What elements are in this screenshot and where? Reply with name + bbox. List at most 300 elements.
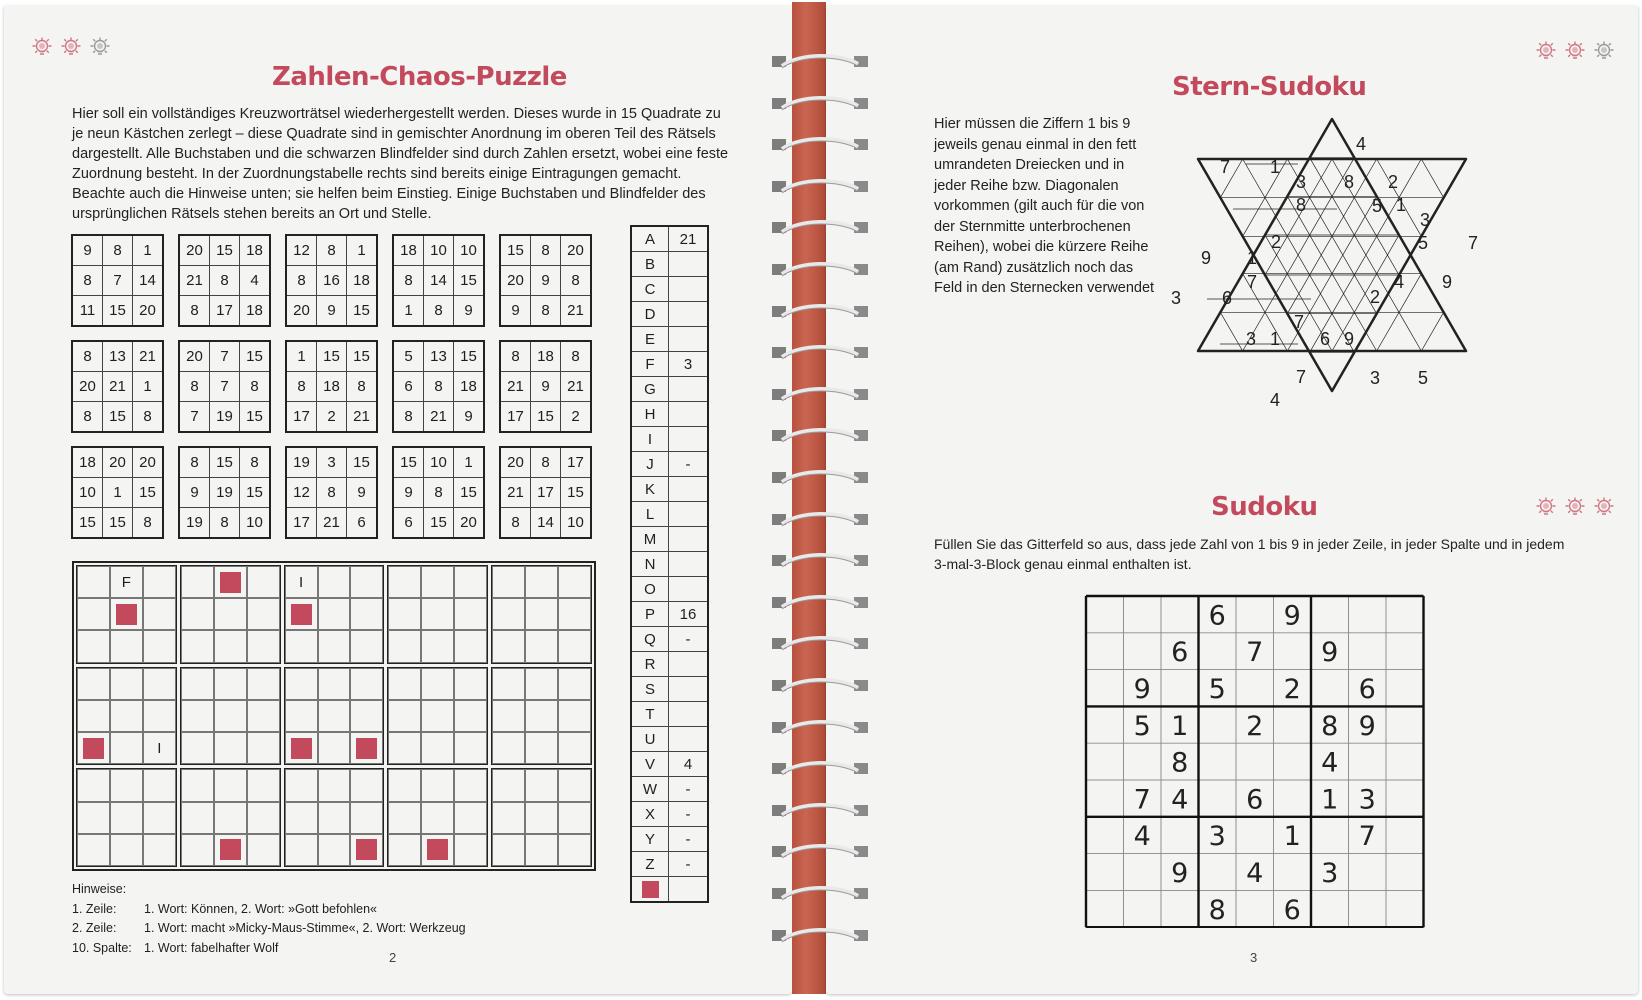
number-cell: 17 <box>531 478 561 508</box>
crossword-cell[interactable] <box>247 834 280 866</box>
star-number: 4 <box>1269 390 1281 410</box>
sudoku-cell[interactable] <box>1386 854 1424 891</box>
number-cell: 21 <box>179 266 210 296</box>
crossword-cell[interactable] <box>525 769 558 801</box>
crossword-cell[interactable] <box>285 668 318 700</box>
sudoku-digit: 3 <box>1358 784 1376 816</box>
crossword-cell[interactable] <box>421 668 454 700</box>
sudoku-cell[interactable] <box>1349 743 1387 780</box>
text-line: dargestellt. Alle Buchstaben und die schwarzen Blindfelder sind durch Zahlen ersetzt, wobei eine feste <box>72 146 729 162</box>
crossword-cell[interactable] <box>214 598 247 630</box>
crossword-cell[interactable] <box>492 700 525 732</box>
crossword-cell[interactable] <box>181 700 214 732</box>
sudoku-cell[interactable] <box>1161 890 1199 927</box>
sudoku-cell[interactable] <box>1386 890 1424 927</box>
number-square <box>285 234 378 327</box>
number-cell: 8 <box>286 372 317 402</box>
star-number: 3 <box>1295 172 1307 192</box>
crossword-black-cell[interactable] <box>350 834 383 866</box>
crossword-cell[interactable] <box>214 700 247 732</box>
crossword-cell[interactable] <box>421 769 454 801</box>
crossword-cell[interactable] <box>285 769 318 801</box>
number-cell: 12 <box>286 235 317 266</box>
crossword-cell[interactable] <box>350 700 383 732</box>
crossword-cell[interactable] <box>214 802 247 834</box>
crossword-cell[interactable] <box>247 732 280 764</box>
crossword-cell[interactable] <box>110 630 143 662</box>
sudoku-title: Sudoku <box>1211 492 1318 522</box>
crossword-cell[interactable] <box>247 598 280 630</box>
sudoku-cell[interactable] <box>1386 817 1424 854</box>
spiral-ring <box>770 842 870 862</box>
key-value[interactable] <box>669 327 709 352</box>
sudoku-cell[interactable] <box>1311 890 1349 927</box>
crossword-cell[interactable] <box>247 802 280 834</box>
crossword-black-cell[interactable] <box>214 834 247 866</box>
crossword-cell[interactable] <box>558 668 591 700</box>
crossword-cell[interactable] <box>388 630 421 662</box>
sudoku-cell[interactable] <box>1199 780 1237 817</box>
number-cell: 20 <box>72 372 103 402</box>
crossword-cell[interactable] <box>143 834 176 866</box>
crossword-cell[interactable] <box>388 769 421 801</box>
crossword-cell[interactable] <box>492 802 525 834</box>
key-value[interactable]: - <box>669 852 709 877</box>
crossword-cell[interactable] <box>143 802 176 834</box>
number-cell: 19 <box>210 478 240 508</box>
crossword-cell[interactable] <box>318 700 351 732</box>
number-cell: 9 <box>531 372 561 402</box>
crossword-cell[interactable] <box>285 700 318 732</box>
key-value[interactable] <box>669 577 709 602</box>
sudoku-cell[interactable] <box>1199 854 1237 891</box>
crossword-cell[interactable] <box>454 598 487 630</box>
crossword-black-cell[interactable] <box>350 732 383 764</box>
crossword-cell[interactable] <box>492 566 525 598</box>
number-cell: 21 <box>500 478 531 508</box>
crossword-cell[interactable] <box>492 834 525 866</box>
crossword-block <box>180 667 281 766</box>
crossword-cell[interactable] <box>318 630 351 662</box>
crossword-cell[interactable] <box>350 630 383 662</box>
crossword-cell[interactable] <box>388 802 421 834</box>
spiral-ring <box>770 177 870 197</box>
sudoku-cell[interactable] <box>1386 780 1424 817</box>
crossword-cell[interactable] <box>350 598 383 630</box>
crossword-black-cell[interactable] <box>110 598 143 630</box>
text-line: jeder Reihe bzw. Diagonalen <box>934 177 1119 194</box>
crossword-cell[interactable] <box>181 802 214 834</box>
key-value[interactable] <box>669 302 709 327</box>
key-value[interactable]: 21 <box>669 226 709 252</box>
crossword-cell[interactable] <box>421 732 454 764</box>
key-letter: Z <box>631 852 669 877</box>
crossword-cell[interactable] <box>558 598 591 630</box>
sudoku-cell[interactable] <box>1086 670 1124 707</box>
crossword-cell[interactable] <box>318 732 351 764</box>
key-value[interactable]: 3 <box>669 352 709 377</box>
crossword-cell[interactable] <box>181 834 214 866</box>
crossword-cell[interactable] <box>77 598 110 630</box>
number-cell: 16 <box>317 266 347 296</box>
crossword-cell[interactable] <box>421 630 454 662</box>
crossword-cell[interactable] <box>285 802 318 834</box>
sudoku-digit: 1 <box>1321 784 1339 816</box>
key-letter: X <box>631 802 669 827</box>
crossword-cell[interactable] <box>421 802 454 834</box>
crossword-cell[interactable] <box>143 700 176 732</box>
sudoku-cell[interactable] <box>1086 706 1124 743</box>
spiral-ring <box>770 426 870 446</box>
crossword-cell[interactable] <box>214 732 247 764</box>
sudoku-cell[interactable] <box>1236 670 1274 707</box>
crossword-cell[interactable] <box>421 700 454 732</box>
number-cell: 15 <box>347 296 378 327</box>
crossword-cell[interactable] <box>181 769 214 801</box>
key-value[interactable]: 16 <box>669 602 709 627</box>
crossword-cell[interactable] <box>492 769 525 801</box>
sudoku-grid <box>1084 594 1428 928</box>
crossword-cell[interactable] <box>350 802 383 834</box>
sudoku-cell[interactable] <box>1124 596 1162 633</box>
crossword-cell[interactable] <box>454 566 487 598</box>
crossword-cell[interactable] <box>181 598 214 630</box>
sudoku-cell[interactable] <box>1124 854 1162 891</box>
key-value[interactable]: - <box>669 802 709 827</box>
crossword-cell[interactable] <box>143 769 176 801</box>
number-cell: 1 <box>133 372 164 402</box>
key-row <box>631 802 708 827</box>
difficulty-rating <box>1534 40 1616 68</box>
key-table <box>630 225 709 903</box>
star-number: 8 <box>1343 172 1355 192</box>
number-cell: 15 <box>424 508 454 539</box>
crossword-cell[interactable] <box>110 668 143 700</box>
crossword-cell[interactable] <box>350 566 383 598</box>
crossword-cell[interactable] <box>388 598 421 630</box>
number-cell: 8 <box>179 372 210 402</box>
crossword-cell[interactable] <box>181 566 214 598</box>
sudoku-digit: 5 <box>1133 710 1151 742</box>
number-cell: 18 <box>393 235 424 266</box>
sudoku-cell[interactable] <box>1124 633 1162 670</box>
sudoku-cell[interactable] <box>1274 706 1312 743</box>
key-value[interactable] <box>669 527 709 552</box>
crossword-cell[interactable] <box>318 566 351 598</box>
crossword-cell[interactable] <box>454 802 487 834</box>
star-number: 1 <box>1269 329 1281 349</box>
crossword-cell[interactable] <box>454 668 487 700</box>
sudoku-cell[interactable] <box>1199 743 1237 780</box>
lightbulb-icon <box>1563 40 1587 68</box>
crossword-cell[interactable] <box>181 732 214 764</box>
sudoku-cell[interactable] <box>1086 633 1124 670</box>
key-row <box>631 252 708 277</box>
crossword-cell[interactable] <box>318 802 351 834</box>
number-cell: 2 <box>561 402 592 433</box>
number-cell: 8 <box>210 266 240 296</box>
sudoku-cell[interactable] <box>1236 596 1274 633</box>
crossword-block <box>284 768 385 867</box>
sudoku-cell[interactable] <box>1274 633 1312 670</box>
key-value[interactable] <box>669 477 709 502</box>
crossword-cell[interactable] <box>181 630 214 662</box>
crossword-cell[interactable] <box>318 834 351 866</box>
key-value[interactable]: - <box>669 627 709 652</box>
number-square <box>499 340 592 433</box>
crossword-block <box>180 768 281 867</box>
star-number: 5 <box>1417 233 1429 253</box>
text-line: Reihen), wobei die kürzere Reihe <box>934 239 1149 255</box>
crossword-cell[interactable] <box>110 834 143 866</box>
sudoku-digit: 7 <box>1358 821 1376 853</box>
crossword-cell[interactable] <box>285 834 318 866</box>
sudoku-cell[interactable] <box>1086 780 1124 817</box>
crossword-cell[interactable] <box>247 630 280 662</box>
difficulty-rating <box>1534 496 1616 524</box>
crossword-cell[interactable] <box>388 700 421 732</box>
key-letter: H <box>631 402 669 427</box>
star-grid-line <box>1310 158 1422 351</box>
spiral-ring <box>770 343 870 363</box>
key-letter: L <box>631 502 669 527</box>
crossword-cell[interactable] <box>454 700 487 732</box>
crossword-cell[interactable] <box>525 700 558 732</box>
crossword-black-cell[interactable] <box>77 732 110 764</box>
sudoku-cell[interactable] <box>1124 743 1162 780</box>
number-square <box>71 234 164 327</box>
crossword-cell[interactable] <box>143 598 176 630</box>
key-value[interactable] <box>669 427 709 452</box>
key-letter: N <box>631 552 669 577</box>
number-cell: 15 <box>500 235 531 266</box>
number-cell: 7 <box>210 341 240 372</box>
crossword-cell[interactable] <box>558 732 591 764</box>
crossword-cell[interactable] <box>492 668 525 700</box>
crossword-cell[interactable] <box>388 668 421 700</box>
crossword-cell[interactable] <box>350 769 383 801</box>
sudoku-cell[interactable] <box>1349 596 1387 633</box>
sudoku-cell[interactable] <box>1086 817 1124 854</box>
sudoku-cell[interactable] <box>1349 890 1387 927</box>
key-row <box>631 752 708 777</box>
crossword-cell[interactable] <box>558 769 591 801</box>
sudoku-cell[interactable] <box>1236 817 1274 854</box>
crossword-cell[interactable] <box>247 700 280 732</box>
number-square <box>392 340 485 433</box>
crossword-cell[interactable] <box>110 769 143 801</box>
number-cell: 6 <box>347 508 378 539</box>
key-letter: P <box>631 602 669 627</box>
crossword-cell[interactable] <box>525 668 558 700</box>
crossword-cell[interactable]: I <box>143 732 176 764</box>
crossword-cell[interactable] <box>558 802 591 834</box>
crossword-cell[interactable] <box>77 700 110 732</box>
sudoku-cell[interactable] <box>1086 854 1124 891</box>
lightbulb-icon <box>1534 40 1558 68</box>
sudoku-cell[interactable] <box>1349 854 1387 891</box>
crossword-cell[interactable] <box>525 598 558 630</box>
sudoku-digit: 6 <box>1208 600 1226 632</box>
number-cell: 9 <box>454 402 485 433</box>
lightbulb-icon <box>1563 496 1587 524</box>
sudoku-cell[interactable] <box>1311 817 1349 854</box>
key-value[interactable] <box>669 702 709 727</box>
crossword-cell[interactable] <box>77 668 110 700</box>
sudoku-digit: 6 <box>1283 894 1301 926</box>
crossword-cell[interactable] <box>77 769 110 801</box>
crossword-cell[interactable] <box>143 630 176 662</box>
sudoku-cell[interactable] <box>1161 670 1199 707</box>
key-row <box>631 702 708 727</box>
spiral-ring <box>770 634 870 654</box>
key-letter: C <box>631 277 669 302</box>
crossword-cell[interactable] <box>318 668 351 700</box>
key-value[interactable]: - <box>669 452 709 477</box>
crossword-cell[interactable] <box>318 769 351 801</box>
sudoku-cell[interactable] <box>1349 633 1387 670</box>
crossword-cell[interactable] <box>110 732 143 764</box>
sudoku-cell[interactable] <box>1274 780 1312 817</box>
sudoku-cell[interactable] <box>1386 670 1424 707</box>
crossword-cell[interactable] <box>247 668 280 700</box>
crossword-cell[interactable] <box>421 566 454 598</box>
key-value[interactable] <box>669 727 709 752</box>
sudoku-cell[interactable] <box>1386 633 1424 670</box>
crossword-cell[interactable] <box>525 630 558 662</box>
crossword-cell[interactable] <box>77 630 110 662</box>
crossword-cell[interactable] <box>558 834 591 866</box>
crossword-cell[interactable] <box>558 566 591 598</box>
sudoku-cell[interactable] <box>1199 633 1237 670</box>
crossword-cell[interactable] <box>247 769 280 801</box>
spiral-ring <box>770 385 870 405</box>
crossword-cell[interactable]: I <box>285 566 318 598</box>
crossword-cell[interactable] <box>558 700 591 732</box>
crossword-cell[interactable] <box>388 732 421 764</box>
sudoku-cell[interactable] <box>1311 596 1349 633</box>
crossword-cell[interactable] <box>77 834 110 866</box>
key-value[interactable] <box>669 552 709 577</box>
crossword-cell[interactable] <box>525 732 558 764</box>
crossword-cell[interactable] <box>77 802 110 834</box>
crossword-cell[interactable] <box>454 769 487 801</box>
sudoku-cell[interactable] <box>1086 596 1124 633</box>
key-value[interactable]: - <box>669 777 709 802</box>
crossword-black-cell[interactable] <box>214 566 247 598</box>
key-value[interactable]: - <box>669 827 709 852</box>
crossword-black-cell[interactable] <box>421 834 454 866</box>
number-square <box>499 234 592 327</box>
key-row <box>631 477 708 502</box>
crossword-cell[interactable] <box>350 668 383 700</box>
crossword-cell[interactable]: F <box>110 566 143 598</box>
sudoku-cell[interactable] <box>1274 743 1312 780</box>
crossword-cell[interactable] <box>318 598 351 630</box>
key-row <box>631 277 708 302</box>
crossword-cell[interactable] <box>110 802 143 834</box>
key-value[interactable] <box>669 377 709 402</box>
crossword-cell[interactable] <box>525 834 558 866</box>
key-value[interactable] <box>669 677 709 702</box>
key-letter: M <box>631 527 669 552</box>
crossword-cell[interactable] <box>525 802 558 834</box>
crossword-cell[interactable] <box>454 834 487 866</box>
crossword-block <box>387 667 488 766</box>
sudoku-cell[interactable] <box>1086 890 1124 927</box>
crossword-cell[interactable] <box>492 630 525 662</box>
crossword-cell[interactable] <box>492 598 525 630</box>
sudoku-digit: 7 <box>1133 784 1151 816</box>
crossword-cell[interactable] <box>181 668 214 700</box>
crossword-black-cell[interactable] <box>285 732 318 764</box>
sudoku-cell[interactable] <box>1386 743 1424 780</box>
sudoku-cell[interactable] <box>1161 817 1199 854</box>
spiral-ring <box>770 260 870 280</box>
crossword-cell[interactable] <box>388 834 421 866</box>
sudoku-cell[interactable] <box>1086 743 1124 780</box>
key-value[interactable] <box>669 502 709 527</box>
crossword-cell[interactable] <box>143 668 176 700</box>
crossword-cell[interactable] <box>247 566 280 598</box>
crossword-cell[interactable] <box>214 668 247 700</box>
sudoku-cell[interactable] <box>1386 596 1424 633</box>
key-value[interactable] <box>669 877 709 903</box>
text-line: je neun Kästchen zerlegt – diese Quadrate sind in gemischter Anordnung im oberen Teil des Rätsels <box>72 126 716 142</box>
star-number: 1 <box>1395 195 1407 215</box>
sudoku-cell[interactable] <box>1124 890 1162 927</box>
number-cell: 7 <box>179 402 210 433</box>
crossword-cell[interactable] <box>558 630 591 662</box>
number-cell: 8 <box>531 296 561 327</box>
crossword-cell[interactable] <box>214 630 247 662</box>
text-line: (am Rand) zusätzlich noch das <box>934 259 1134 276</box>
key-value[interactable] <box>669 252 709 277</box>
crossword-cell[interactable] <box>454 732 487 764</box>
sudoku-cell[interactable] <box>1274 854 1312 891</box>
crossword-cell[interactable] <box>421 598 454 630</box>
number-cell: 17 <box>286 508 317 539</box>
crossword-cell[interactable] <box>285 630 318 662</box>
crossword-cell[interactable] <box>77 566 110 598</box>
key-letter: I <box>631 427 669 452</box>
sudoku-cell[interactable] <box>1236 743 1274 780</box>
key-value[interactable]: 4 <box>669 752 709 777</box>
key-value[interactable] <box>669 652 709 677</box>
number-square <box>285 446 378 539</box>
crossword-cell[interactable] <box>492 732 525 764</box>
key-value[interactable] <box>669 277 709 302</box>
number-cell: 21 <box>561 372 592 402</box>
sudoku-cell[interactable] <box>1236 890 1274 927</box>
text-line: Zuordnung besteht. In der Zuordnungstabelle rechts sind bereits einige Eintragungen gemacht. <box>72 166 682 182</box>
sudoku-cell[interactable] <box>1199 706 1237 743</box>
sudoku-cell[interactable] <box>1161 596 1199 633</box>
crossword-cell[interactable] <box>454 630 487 662</box>
sudoku-cell[interactable] <box>1386 706 1424 743</box>
number-cell: 15 <box>103 296 133 327</box>
crossword-cell[interactable] <box>388 566 421 598</box>
crossword-cell[interactable] <box>525 566 558 598</box>
number-cell: 14 <box>531 508 561 539</box>
crossword-cell[interactable] <box>110 700 143 732</box>
puzzle-instructions <box>72 104 728 224</box>
crossword-cell[interactable] <box>214 769 247 801</box>
key-value[interactable] <box>669 402 709 427</box>
crossword-cell[interactable] <box>143 566 176 598</box>
crossword-black-cell[interactable] <box>285 598 318 630</box>
sudoku-cell[interactable] <box>1311 670 1349 707</box>
